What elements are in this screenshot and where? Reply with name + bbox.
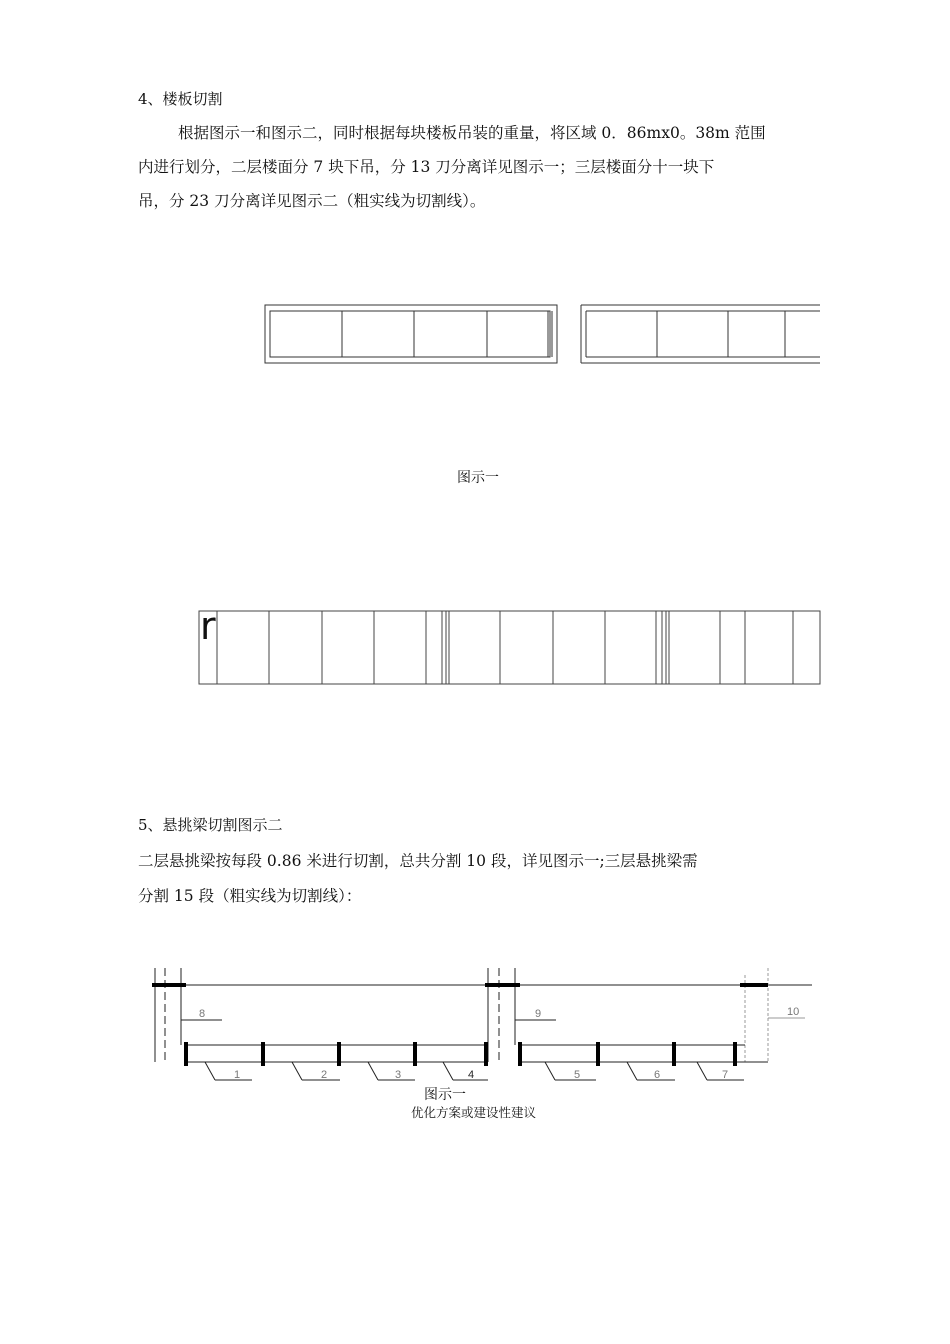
beam-figure-subcaption: 优化方案或建设性建议 [411, 1105, 537, 1120]
beam-label-3: 3 [395, 1069, 402, 1081]
section5-heading-suffix: 图示二 [237, 816, 283, 834]
figure1-caption: 图示一 [457, 470, 499, 486]
section4-heading: 4、楼板切割 [138, 90, 223, 108]
beam-label-2: 2 [321, 1069, 328, 1081]
beam-label-9: 9 [535, 1008, 542, 1020]
beam-figure-caption: 图示一 [424, 1087, 466, 1103]
section5-para-line-2: 分割 15 段（粗实线为切割线）： [138, 887, 362, 905]
beam-label-8: 8 [199, 1008, 206, 1020]
section5-heading-main: 5、悬挑梁切割 [138, 816, 238, 834]
beam-label-4: 4 [468, 1069, 475, 1081]
section4-para-line-3: 吊，分 23 刀分离详见图示二（粗实线为切割线）。 [138, 192, 486, 210]
beam-label-7: 7 [722, 1069, 729, 1081]
beam-label-1: 1 [234, 1069, 241, 1081]
section5-para-line-1: 二层悬挑梁按每段 0.86 米进行切割，总共分割 10 段，详见图示一;三层悬挑梁需 [138, 852, 698, 870]
figure2-mark: r [200, 604, 216, 648]
section4-para-line-2: 内进行划分，二层楼面分 7 块下吊，分 13 刀分离详见图示一；三层楼面分十一块下 [138, 158, 715, 176]
beam-label-5: 5 [574, 1069, 581, 1081]
beam-label-6: 6 [654, 1069, 661, 1081]
beam-label-10: 10 [787, 1006, 800, 1018]
section4-para-line-1: 根据图示一和图示二，同时根据每块楼板吊装的重量，将区域 0．86mx0。38m 范围 [178, 124, 766, 142]
